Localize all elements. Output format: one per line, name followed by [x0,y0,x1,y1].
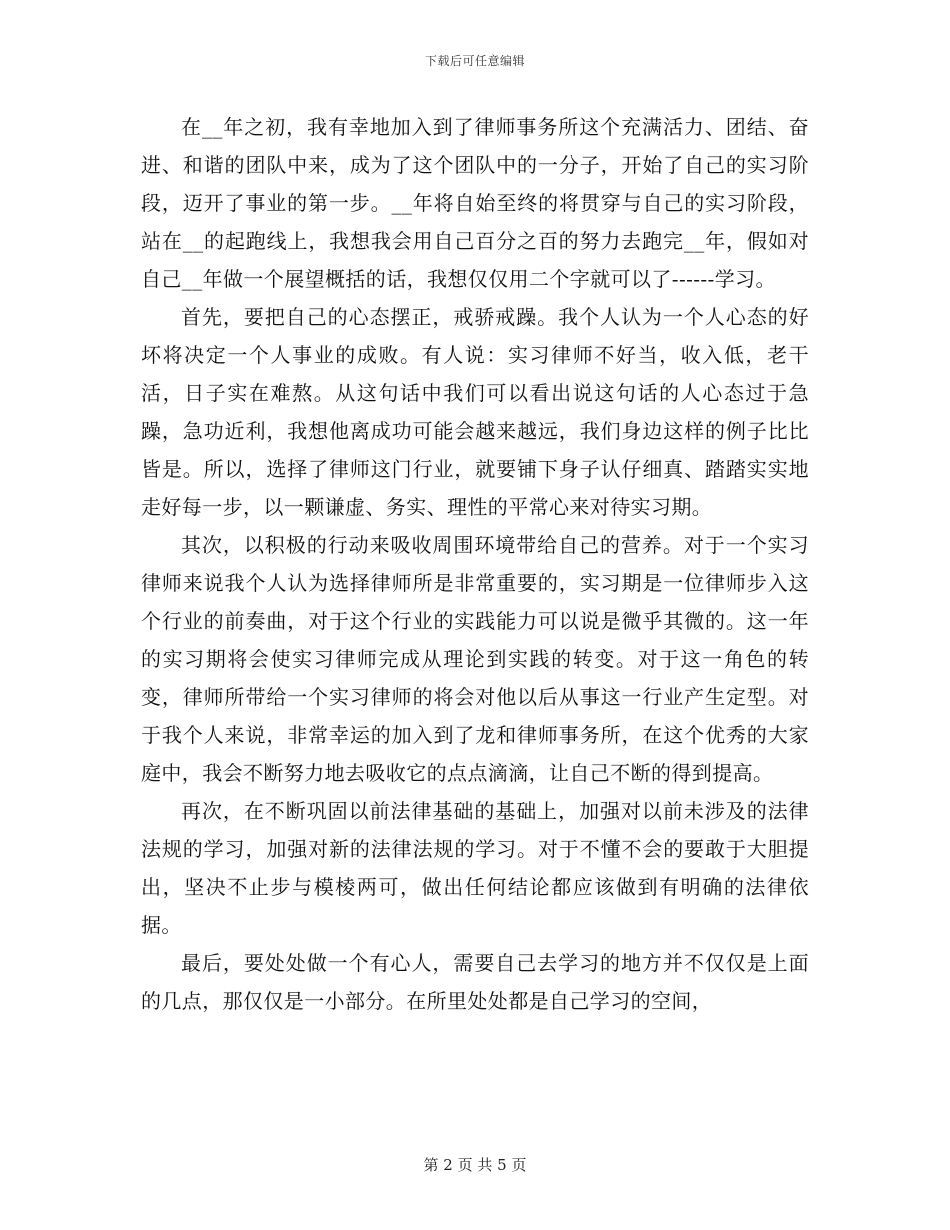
paragraph-1: 在__年之初，我有幸地加入到了律师事务所这个充满活力、团结、奋进、和谐的团队中来，成为了这个团队中的一分子，开始了自己的实习阶段，迈开了事业的第一步。__年将自始至终的将贯穿与自己的实习阶段，站在__的起跑线上，我想我会用自己百分之百的努力去跑完__年，假如对自己__年做一个展望概括的话，我想仅仅用二个字就可以了------学习。 [141,115,809,291]
paragraph-2: 首先，要把自己的心态摆正，戒骄戒躁。我个人认为一个人心态的好坏将决定一个人事业的成败。有人说：实习律师不好当，收入低，老干活，日子实在难熬。从这句话中我们可以看出说这句话的人心态过于急躁，急功近利，我想他离成功可能会越来越远，我们身边这样的例子比比皆是。所以，选择了律师这门行业，就要铺下身子认仔细真、踏踏实实地走好每一步，以一颗谦虚、务实、理性的平常心来对待实习期。 [141,305,809,519]
paragraph-5: 最后，要处处做一个有心人，需要自己去学习的地方并不仅仅是上面的几点，那仅仅是一小部分。在所里处处都是自己学习的空间， [141,951,809,1013]
page-header: 下载后可任意编辑 [424,54,525,68]
paragraph-3: 其次，以积极的行动来吸收周围环境带给自己的营养。对于一个实习律师来说我个人认为选择律师所是非常重要的，实习期是一位律师步入这个行业的前奏曲，对于这个行业的实践能力可以说是微乎其微的。这一年的实习期将会使实习律师完成从理论到实践的转变。对于这一角色的转变，律师所带给一个实习律师的将会对他以后从事这一行业产生定型。对于我个人来说，非常幸运的加入到了龙和律师事务所，在这个优秀的大家庭中，我会不断努力地去吸收它的点点滴滴，让自己不断的得到提高。 [141,533,809,785]
document-body [141,108,809,1020]
paragraph-4: 再次，在不断巩固以前法律基础的基础上，加强对以前未涉及的法律法规的学习，加强对新的法律法规的学习。对于不懂不会的要敢于大胆提出，坚决不止步与模棱两可，做出任何结论都应该做到有明确的法律依据。 [141,799,809,937]
page-footer: 第 2 页 共 5 页 [423,1156,527,1174]
